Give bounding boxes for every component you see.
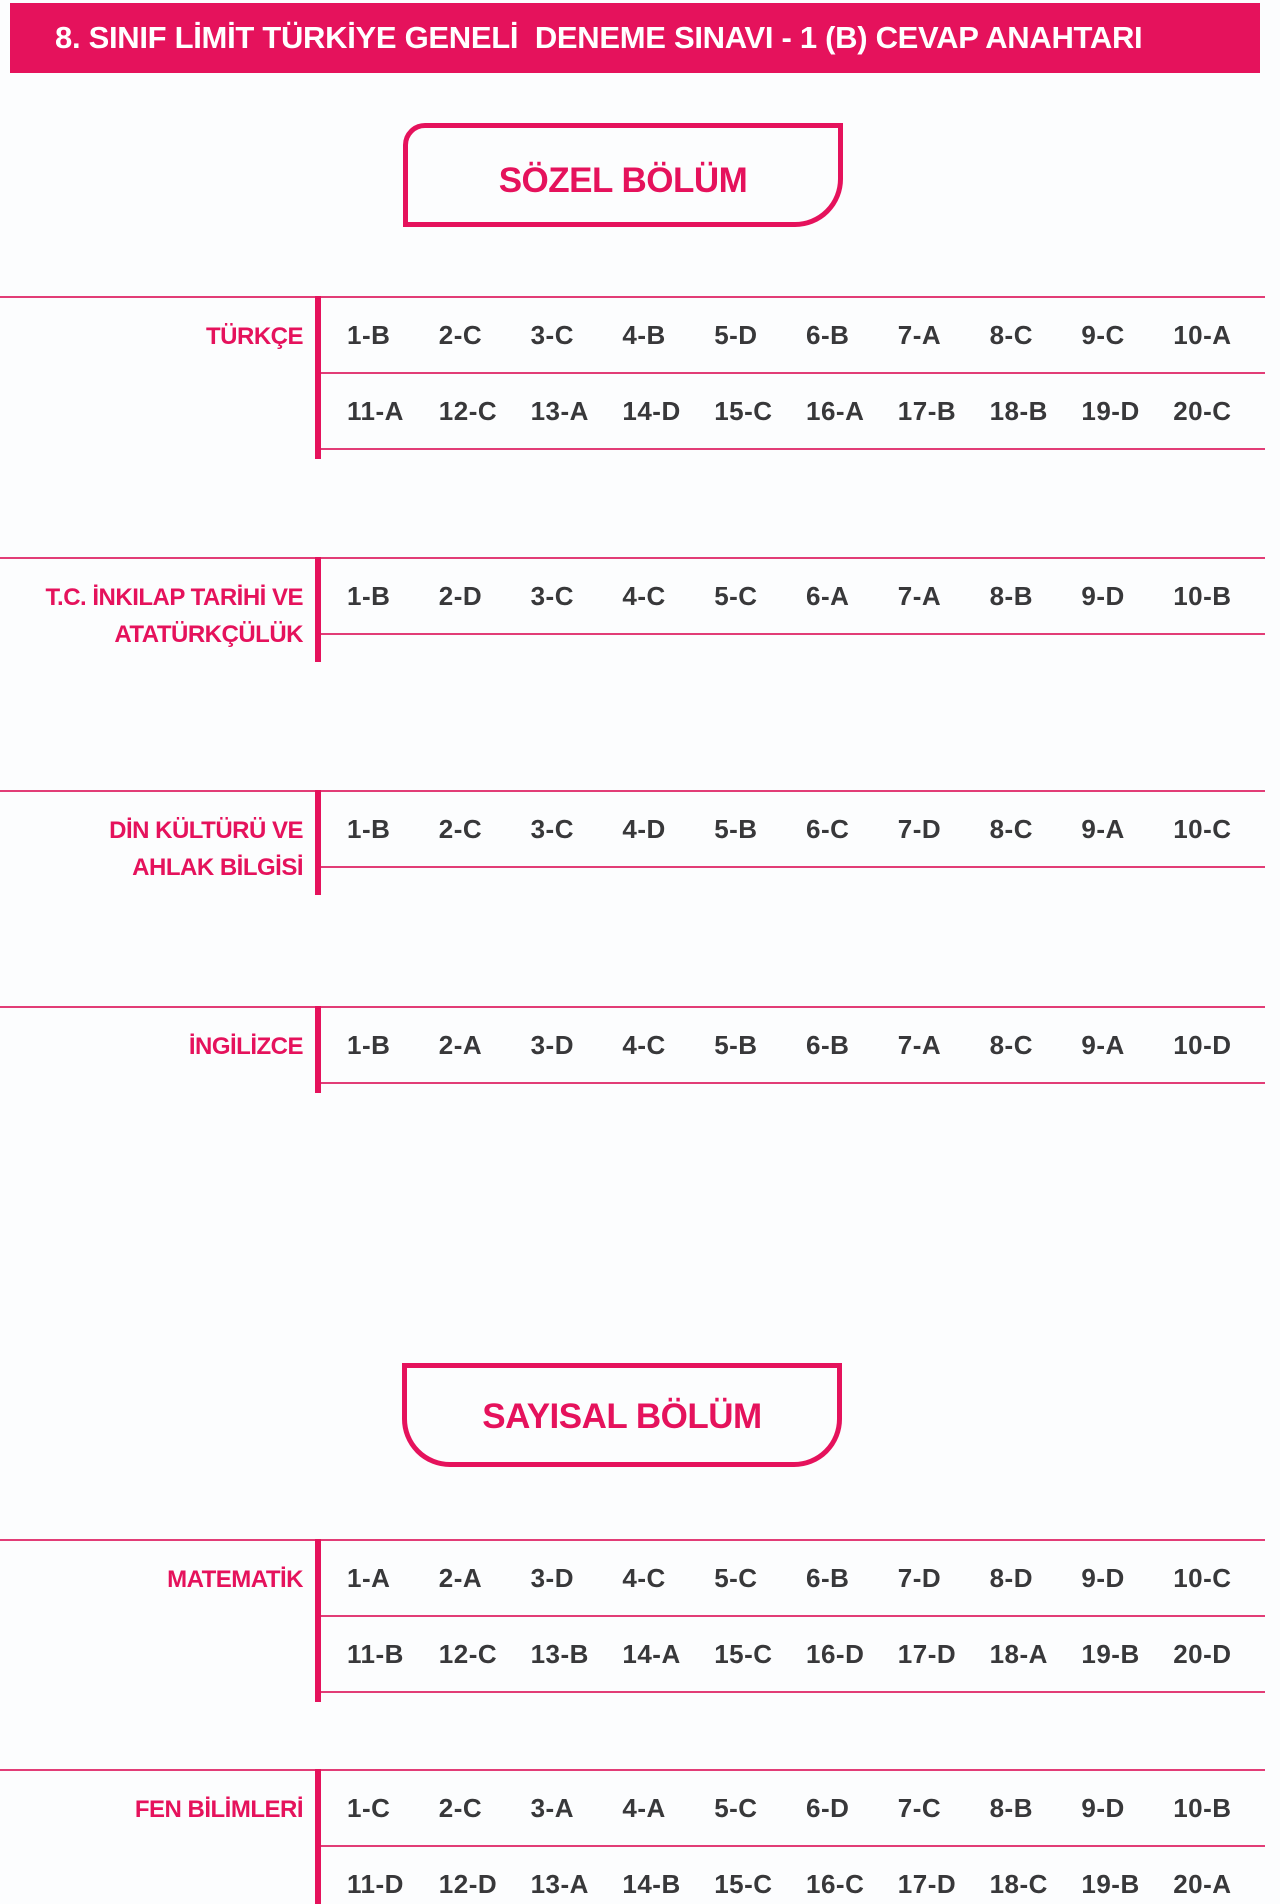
answer-cell: 3-C	[530, 813, 574, 844]
answer-cell: 4-D	[622, 813, 666, 844]
answer-cell: 10-B	[1173, 580, 1232, 611]
answers-area	[321, 1771, 1265, 1904]
answer-cell: 9-A	[1081, 1029, 1125, 1060]
answer-cell: 10-D	[1173, 1029, 1232, 1060]
subject-label-line: İNGİLİZCE	[188, 1033, 303, 1060]
answer-cell: 4-A	[622, 1792, 666, 1823]
answer-cell: 16-C	[806, 1868, 865, 1899]
answer-cell: 10-C	[1173, 1562, 1232, 1593]
answer-cell: 6-B	[806, 319, 850, 350]
answer-cell: 6-C	[806, 813, 850, 844]
answer-cell: 8-C	[989, 813, 1033, 844]
answer-cell: 4-C	[622, 1029, 666, 1060]
subject-body	[0, 559, 1265, 653]
subject-block-turkce	[0, 296, 1265, 450]
answer-cell: 17-D	[897, 1638, 957, 1669]
answer-cell: 7-C	[897, 1792, 942, 1823]
answer-cell: 20-C	[1173, 395, 1232, 426]
subject-label-line: DİN KÜLTÜRÜ VE	[109, 817, 303, 844]
answers-area	[321, 559, 1265, 653]
answer-cell: 2-A	[438, 1562, 483, 1593]
answer-cell: 5-C	[714, 1792, 758, 1823]
answer-cell: 2-D	[438, 580, 483, 611]
answer-cell: 10-B	[1173, 1792, 1232, 1823]
answer-cell: 16-D	[806, 1638, 865, 1669]
subject-label	[0, 1771, 315, 1904]
subject-body	[0, 1008, 1265, 1084]
answer-cell: 6-A	[806, 580, 850, 611]
subject-label-line: AHLAK BİLGİSİ	[132, 854, 303, 881]
answer-cell: 15-C	[714, 1638, 773, 1669]
answer-cell: 4-C	[622, 580, 666, 611]
section-box-numeric	[402, 1363, 842, 1467]
answers-area	[321, 298, 1265, 450]
subject-body	[0, 792, 1265, 886]
answer-cell: 1-B	[347, 1029, 391, 1060]
answer-cell: 11-A	[347, 395, 404, 426]
section-title-numeric: SAYISAL BÖLÜM	[482, 1397, 762, 1436]
answer-cell: 2-C	[438, 1792, 483, 1823]
answer-cell: 16-A	[806, 395, 865, 426]
subject-label-line: FEN BİLİMLERİ	[134, 1796, 303, 1823]
subject-label	[0, 1008, 315, 1084]
subject-label-line: ATATÜRKÇÜLÜK	[114, 621, 303, 648]
page-title: 8. SINIF LİMİT TÜRKİYE GENELİ DENEME SINAVI - 1 (B) CEVAP ANAHTARI	[55, 20, 1143, 55]
subject-block-matematik	[0, 1539, 1265, 1693]
answers-row-rule	[321, 1691, 1265, 1693]
answers-row	[321, 1847, 1265, 1904]
answer-cell: 19-B	[1081, 1868, 1140, 1899]
answer-cell: 1-B	[347, 813, 391, 844]
answer-cell: 7-A	[897, 1029, 942, 1060]
answer-cell: 3-D	[530, 1029, 574, 1060]
subject-block-fen-bilimleri	[0, 1769, 1265, 1904]
answer-cell: 14-A	[622, 1638, 681, 1669]
subject-label-line: MATEMATİK	[167, 1566, 303, 1593]
answer-cell: 8-D	[989, 1562, 1033, 1593]
subject-label-line: TÜRKÇE	[206, 323, 303, 350]
answers-row-rule	[321, 866, 1265, 868]
answer-cell: 10-A	[1173, 319, 1232, 350]
subject-label-line: T.C. İNKILAP TARİHİ VE	[45, 584, 303, 611]
subject-body	[0, 298, 1265, 450]
answers-row	[321, 1617, 1265, 1691]
answer-cell: 18-B	[989, 395, 1048, 426]
answers-row	[321, 1541, 1265, 1615]
answers-row-rule	[321, 1082, 1265, 1084]
answer-cell: 2-C	[438, 319, 483, 350]
answer-cell: 7-A	[897, 580, 942, 611]
answer-cell: 7-D	[897, 1562, 942, 1593]
answers-row-rule	[321, 633, 1265, 635]
answer-cell: 8-C	[989, 319, 1033, 350]
answer-cell: 13-A	[530, 395, 589, 426]
answer-cell: 13-A	[530, 1868, 589, 1899]
answer-cell: 2-A	[438, 1029, 483, 1060]
subject-label	[0, 298, 315, 450]
answer-cell: 12-C	[438, 395, 498, 426]
answer-cell: 18-A	[989, 1638, 1048, 1669]
subject-label	[0, 1541, 315, 1693]
answer-cell: 11-D	[347, 1868, 404, 1899]
answer-cell: 8-C	[989, 1029, 1033, 1060]
answer-cell: 5-D	[714, 319, 758, 350]
answer-cell: 12-C	[438, 1638, 498, 1669]
answer-cell: 2-C	[438, 813, 483, 844]
subject-block-din-kulturu	[0, 790, 1265, 886]
answer-cell: 19-B	[1081, 1638, 1140, 1669]
answer-cell: 9-A	[1081, 813, 1125, 844]
answer-cell: 13-B	[530, 1638, 589, 1669]
answer-cell: 17-D	[897, 1868, 957, 1899]
answer-cell: 8-B	[989, 580, 1033, 611]
answer-cell: 12-D	[438, 1868, 498, 1899]
subject-label	[0, 559, 315, 653]
answers-row-rule	[321, 448, 1265, 450]
answer-cell: 11-B	[347, 1638, 404, 1669]
answer-cell: 15-C	[714, 1868, 773, 1899]
answers-row	[321, 1771, 1265, 1845]
answer-cell: 1-A	[347, 1562, 391, 1593]
answer-cell: 5-B	[714, 813, 758, 844]
subject-block-inkilap-tarihi	[0, 557, 1265, 653]
section-title-verbal: SÖZEL BÖLÜM	[498, 161, 748, 200]
answer-cell: 6-B	[806, 1029, 850, 1060]
subject-block-ingilizce	[0, 1006, 1265, 1084]
answer-cell: 14-D	[622, 395, 681, 426]
answers-area	[321, 1541, 1265, 1693]
answer-cell: 3-C	[530, 580, 574, 611]
answer-cell: 6-B	[806, 1562, 850, 1593]
subject-body	[0, 1541, 1265, 1693]
answer-cell: 3-C	[530, 319, 574, 350]
answer-cell: 14-B	[622, 1868, 681, 1899]
answer-cell: 9-D	[1081, 580, 1125, 611]
answer-cell: 20-A	[1173, 1868, 1232, 1899]
answer-cell: 5-B	[714, 1029, 758, 1060]
answer-cell: 4-B	[622, 319, 666, 350]
answer-cell: 17-B	[897, 395, 957, 426]
answers-area	[321, 792, 1265, 886]
answer-cell: 4-C	[622, 1562, 666, 1593]
answer-cell: 5-C	[714, 1562, 758, 1593]
answer-cell: 8-B	[989, 1792, 1033, 1823]
answer-cell: 1-B	[347, 580, 391, 611]
answer-cell: 9-D	[1081, 1562, 1125, 1593]
subject-label	[0, 792, 315, 886]
answer-cell: 15-C	[714, 395, 773, 426]
page-header	[10, 3, 1260, 73]
answer-cell: 6-D	[806, 1792, 850, 1823]
answer-cell: 1-C	[347, 1792, 391, 1823]
answer-cell: 20-D	[1173, 1638, 1232, 1669]
answer-cell: 10-C	[1173, 813, 1232, 844]
answer-cell: 5-C	[714, 580, 758, 611]
answers-area	[321, 1008, 1265, 1084]
answer-cell: 3-A	[530, 1792, 574, 1823]
section-box-verbal	[403, 123, 843, 227]
answers-row	[321, 298, 1265, 372]
subject-body	[0, 1771, 1265, 1904]
answers-row	[321, 792, 1265, 866]
answer-cell: 9-D	[1081, 1792, 1125, 1823]
answer-cell: 18-C	[989, 1868, 1048, 1899]
answer-cell: 19-D	[1081, 395, 1140, 426]
answers-row	[321, 559, 1265, 633]
answer-cell: 7-A	[897, 319, 942, 350]
answers-row	[321, 1008, 1265, 1082]
answer-cell: 9-C	[1081, 319, 1125, 350]
answers-row	[321, 374, 1265, 448]
answer-cell: 7-D	[897, 813, 942, 844]
answer-cell: 3-D	[530, 1562, 574, 1593]
answer-cell: 1-B	[347, 319, 391, 350]
